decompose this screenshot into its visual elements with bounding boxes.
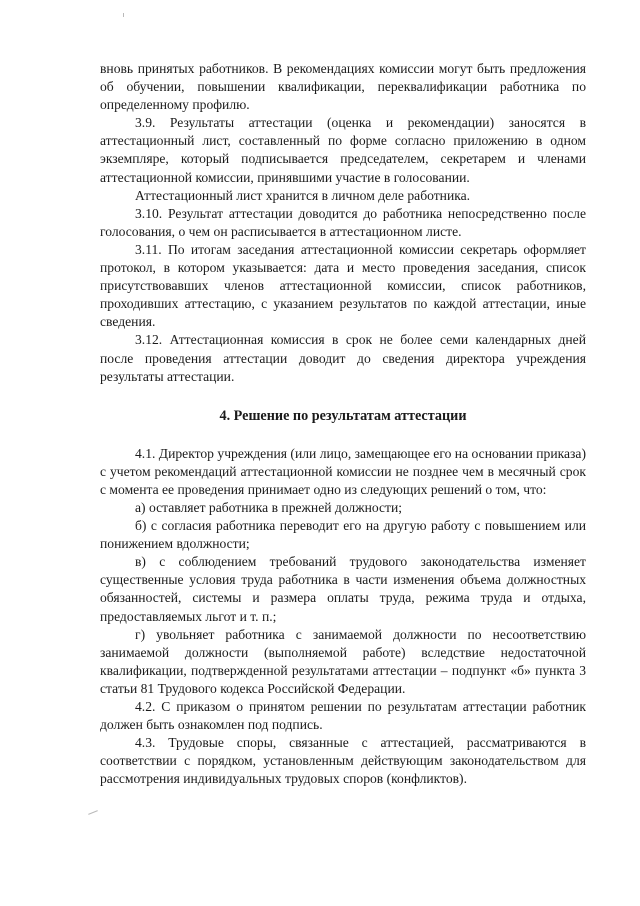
paragraph-4-3: 4.3. Трудовые споры, связанные с аттестацией, рассматриваются в соответствии с порядком, установленным действующим законодательством для рассмотрения индивидуальных трудовых споров (конфликтов). bbox=[100, 735, 586, 787]
paragraph-3-11: 3.11. По итогам заседания аттестационной комиссии секретарь оформляет протокол, в котором указывается: дата и место проведения заседания, список присутствовавших членов аттестационной комиссии, список работников, проходивших аттестацию, с указанием результатов по каждой аттестации, иные сведения. bbox=[100, 241, 586, 330]
paragraph-3-10: 3.10. Результат аттестации доводится до работника непосредственно после голосования, о чем он расписывается в аттестационном листе. bbox=[100, 205, 586, 239]
document-body bbox=[100, 60, 586, 788]
scan-mark bbox=[123, 13, 124, 17]
list-item-v: в) с соблюдением требований трудового законодательства изменяет существенные условия труда работника в части изменения объема должностных обязанностей, системы и размера оплаты труда, режима труда и отдыха, предоставляемых льгот и т. п.; bbox=[100, 554, 586, 624]
paragraph-4-1: 4.1. Директор учреждения (или лицо, замещающее его на основании приказа) с учетом рекомендаций аттестационной комиссии не позднее чем в месячный срок с момента ее проведения принимает одно из следующих решений о том, что: bbox=[100, 445, 586, 497]
section-heading: 4. Решение по результатам аттестации bbox=[219, 407, 467, 424]
scan-mark bbox=[88, 810, 98, 815]
paragraph-3-12: 3.12. Аттестационная комиссия в срок не более семи календарных дней после проведения аттестации доводит до сведения директора учреждения результаты аттестации. bbox=[100, 332, 586, 384]
intro-paragraph: вновь принятых работников. В рекомендациях комиссии могут быть предложения об обучении, повышении квалификации, переквалификации работника по определенному профилю. bbox=[100, 61, 586, 113]
list-item-g: г) увольняет работника с занимаемой должности по несоответствию занимаемой должности (выполняемой работе) вследствие недостаточной квалификации, подтвержденной результатами аттестации – подпункт «б» пункта 3 статьи 81 Трудового кодекса Российской Федерации. bbox=[100, 626, 586, 696]
list-item-b: б) с согласия работника переводит его на другую работу с повышением или понижением вдолжности; bbox=[100, 518, 586, 552]
paragraph-storage: Аттестационный лист хранится в личном деле работника. bbox=[135, 187, 471, 203]
paragraph-3-9: 3.9. Результаты аттестации (оценка и рекомендации) заносятся в аттестационный лист, составленный по форме согласно приложению в одном экземпляре, который подписывается председателем, секретарем и членами аттестационной комиссии, принявшими участие в голосовании. bbox=[100, 115, 586, 185]
paragraph-4-2: 4.2. С приказом о принятом решении по результатам аттестации работник должен быть ознакомлен под подпись. bbox=[100, 699, 586, 733]
list-item-a: а) оставляет работника в прежней должности; bbox=[135, 499, 403, 515]
